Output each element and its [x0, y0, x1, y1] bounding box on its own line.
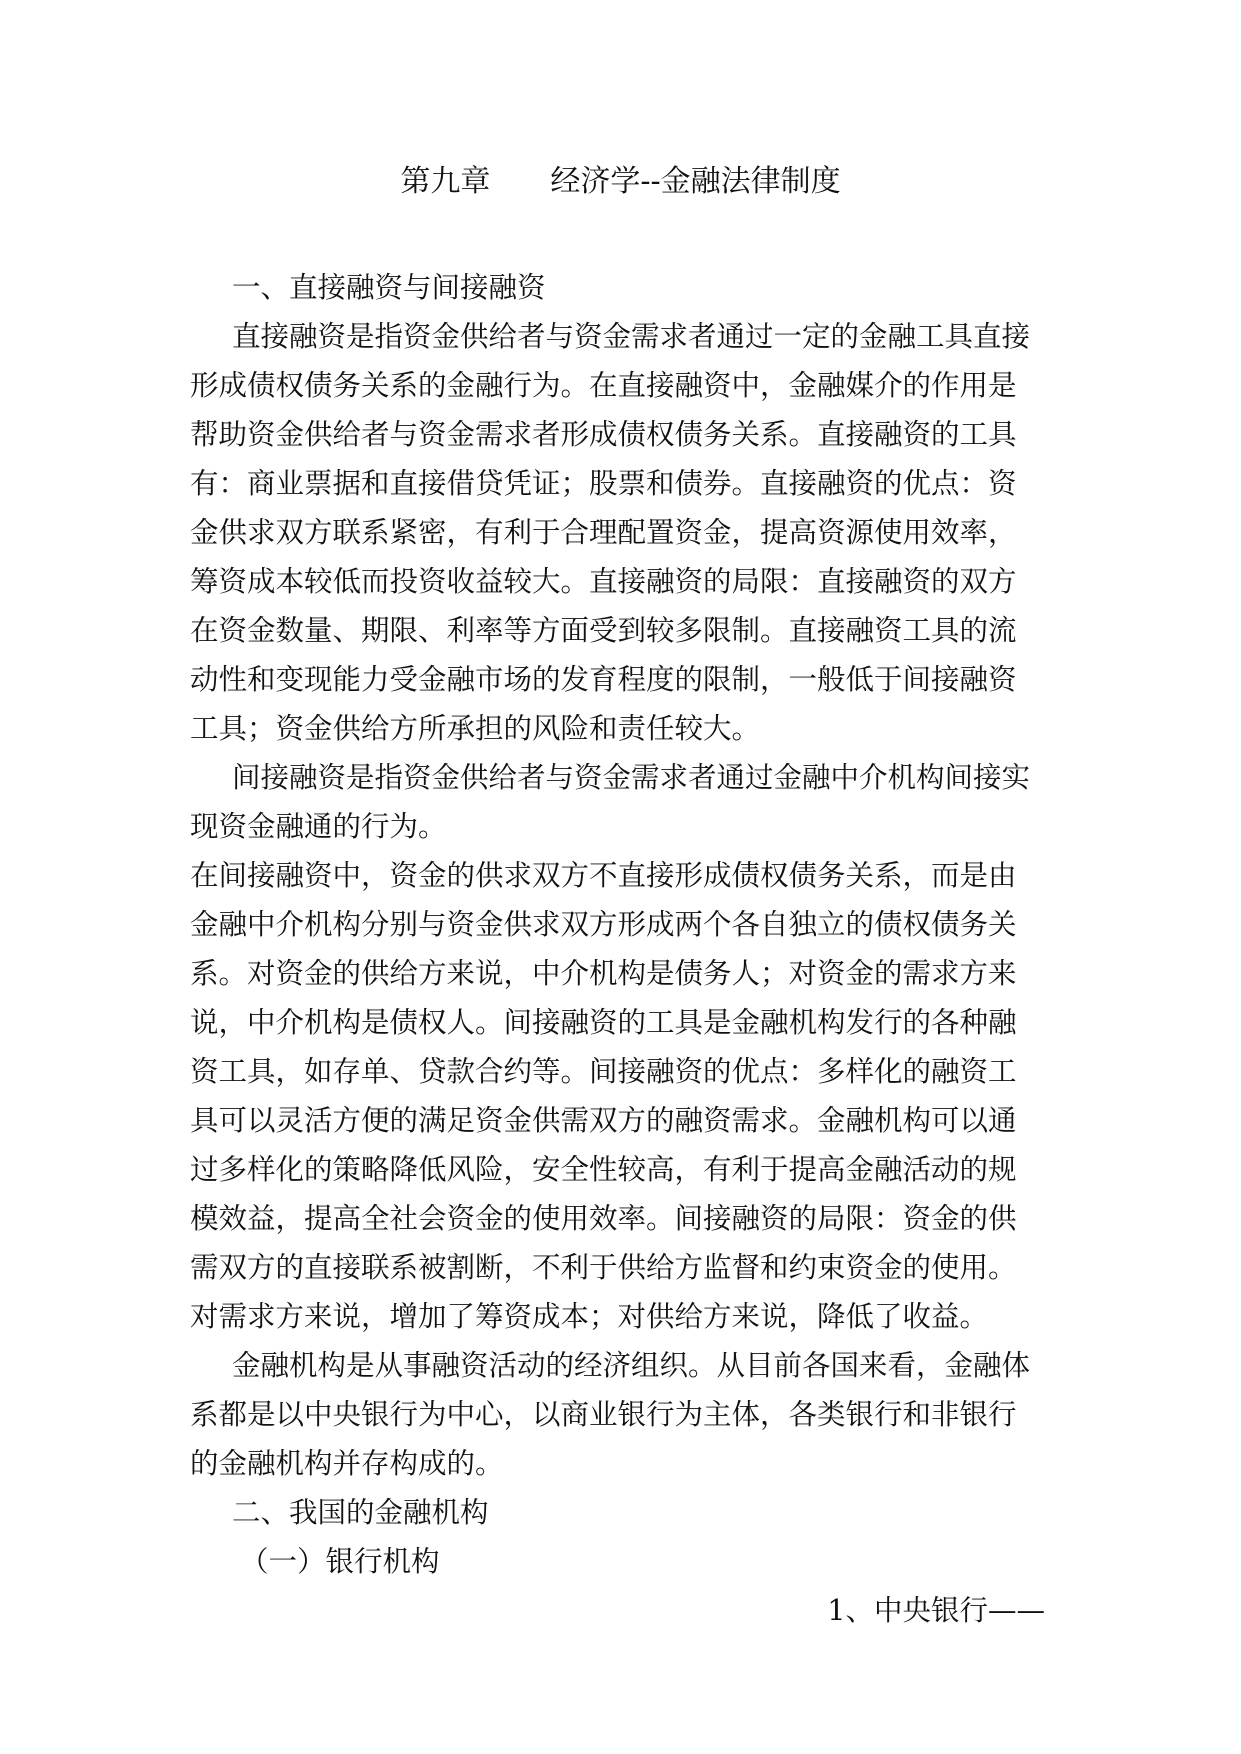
- document-body: [190, 263, 1050, 1635]
- paragraph-line: 直接融资是指资金供给者与资金需求者通过一定的金融工具直接: [232, 320, 1031, 353]
- paragraph-line: 资工具，如存单、贷款合约等。间接融资的优点：多样化的融资工: [190, 1055, 1017, 1088]
- item-heading: 1、中央银行——: [827, 1594, 1045, 1627]
- paragraph-line: 在间接融资中，资金的供求双方不直接形成债权债务关系，而是由: [190, 859, 1017, 892]
- paragraph-line: 系都是以中央银行为中心，以商业银行为主体，各类银行和非银行: [190, 1398, 1017, 1431]
- paragraph-line: 系。对资金的供给方来说，中介机构是债务人；对资金的需求方来: [190, 957, 1017, 990]
- paragraph-line: 金供求双方联系紧密，有利于合理配置资金，提高资源使用效率，: [190, 516, 1017, 549]
- paragraph-line: 工具；资金供给方所承担的风险和责任较大。: [190, 712, 761, 745]
- paragraph-line: 说，中介机构是债权人。间接融资的工具是金融机构发行的各种融: [190, 1006, 1017, 1039]
- paragraph-line: 间接融资是指资金供给者与资金需求者通过金融中介机构间接实: [232, 761, 1031, 794]
- paragraph-line: 帮助资金供给者与资金需求者形成债权债务关系。直接融资的工具: [190, 418, 1017, 451]
- paragraph-line: 对需求方来说，增加了筹资成本；对供给方来说，降低了收益。: [190, 1300, 989, 1333]
- chapter-title: 第九章 经济学--金融法律制度: [400, 164, 841, 199]
- paragraph-line: 金融机构是从事融资活动的经济组织。从目前各国来看，金融体: [232, 1349, 1031, 1382]
- paragraph-line: 现资金融通的行为。: [190, 810, 447, 843]
- section-heading: 二、我国的金融机构: [232, 1496, 489, 1529]
- paragraph-line: 需双方的直接联系被割断，不利于供给方监督和约束资金的使用。: [190, 1251, 1017, 1284]
- subsection-heading: （一）银行机构: [240, 1545, 440, 1578]
- section-heading: 一、直接融资与间接融资: [232, 271, 546, 304]
- paragraph-line: 在资金数量、期限、利率等方面受到较多限制。直接融资工具的流: [190, 614, 1017, 647]
- paragraph-line: 的金融机构并存构成的。: [190, 1447, 504, 1480]
- paragraph-line: 金融中介机构分别与资金供求双方形成两个各自独立的债权债务关: [190, 908, 1017, 941]
- paragraph-line: 形成债权债务关系的金融行为。在直接融资中，金融媒介的作用是: [190, 369, 1017, 402]
- paragraph-line: 过多样化的策略降低风险，安全性较高，有利于提高金融活动的规: [190, 1153, 1017, 1186]
- paragraph-line: 模效益，提高全社会资金的使用效率。间接融资的局限：资金的供: [190, 1202, 1017, 1235]
- paragraph-line: 筹资成本较低而投资收益较大。直接融资的局限：直接融资的双方: [190, 565, 1017, 598]
- paragraph-line: 动性和变现能力受金融市场的发育程度的限制，一般低于间接融资: [190, 663, 1017, 696]
- paragraph-line: 有：商业票据和直接借贷凭证；股票和债券。直接融资的优点：资: [190, 467, 1017, 500]
- paragraph-line: 具可以灵活方便的满足资金供需双方的融资需求。金融机构可以通: [190, 1104, 1017, 1137]
